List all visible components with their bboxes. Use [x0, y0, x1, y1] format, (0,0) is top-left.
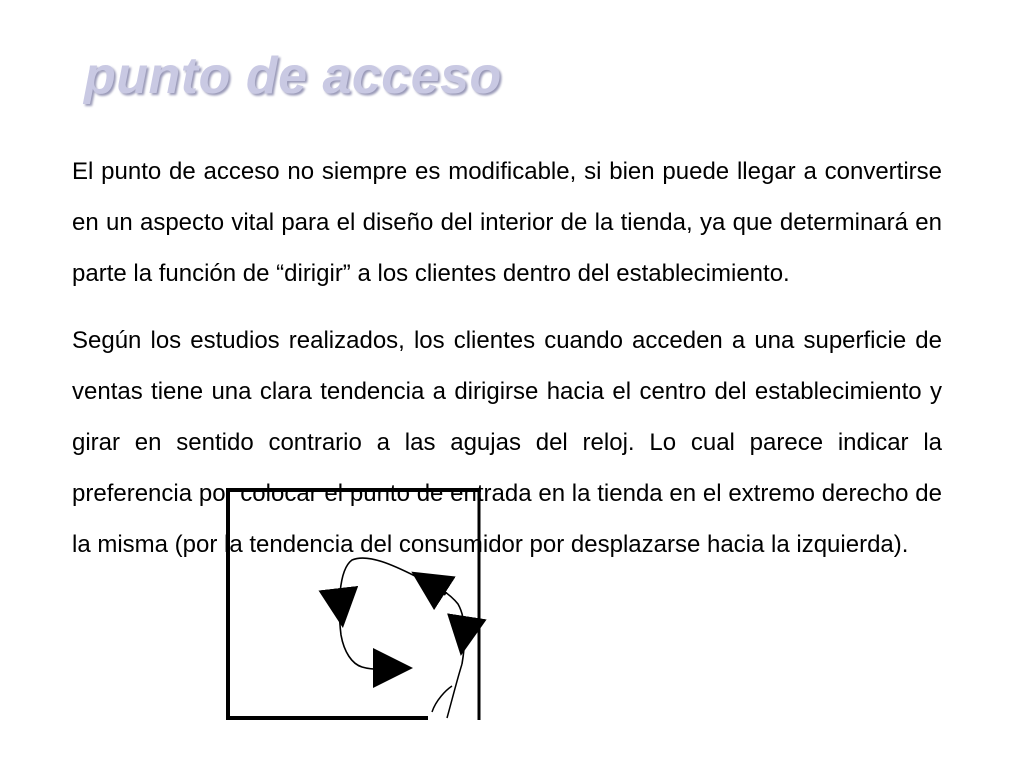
paragraph-access-point: El punto de acceso no siempre es modificable, si bien puede llegar a convertirse en un aspecto vital para el diseño del interior de la tienda, ya que determinará en parte la función de “dirigir” a los clientes dentro del establecimiento.: [72, 158, 942, 287]
arrow-up-right-icon: [462, 622, 466, 648]
entrance-path-left: [432, 686, 452, 712]
slide-title: punto de acceso: [84, 47, 502, 105]
entrance-path-right: [447, 664, 462, 718]
paragraph-customer-flow: Según los estudios realizados, los clientes cuando acceden a una superficie de ventas tiene una clara tendencia a dirigirse hacia el centro del establecimiento y girar en sentido contrario a las agujas del reloj. Lo cual parece indicar la preferencia por colocar el punto de entrada en la tienda en el extremo derecho de la misma (por la tendencia del consumidor por desplazarse hacia la izquierda).: [72, 327, 942, 558]
slide-body: [72, 146, 942, 586]
arrow-down-icon: [339, 594, 342, 620]
